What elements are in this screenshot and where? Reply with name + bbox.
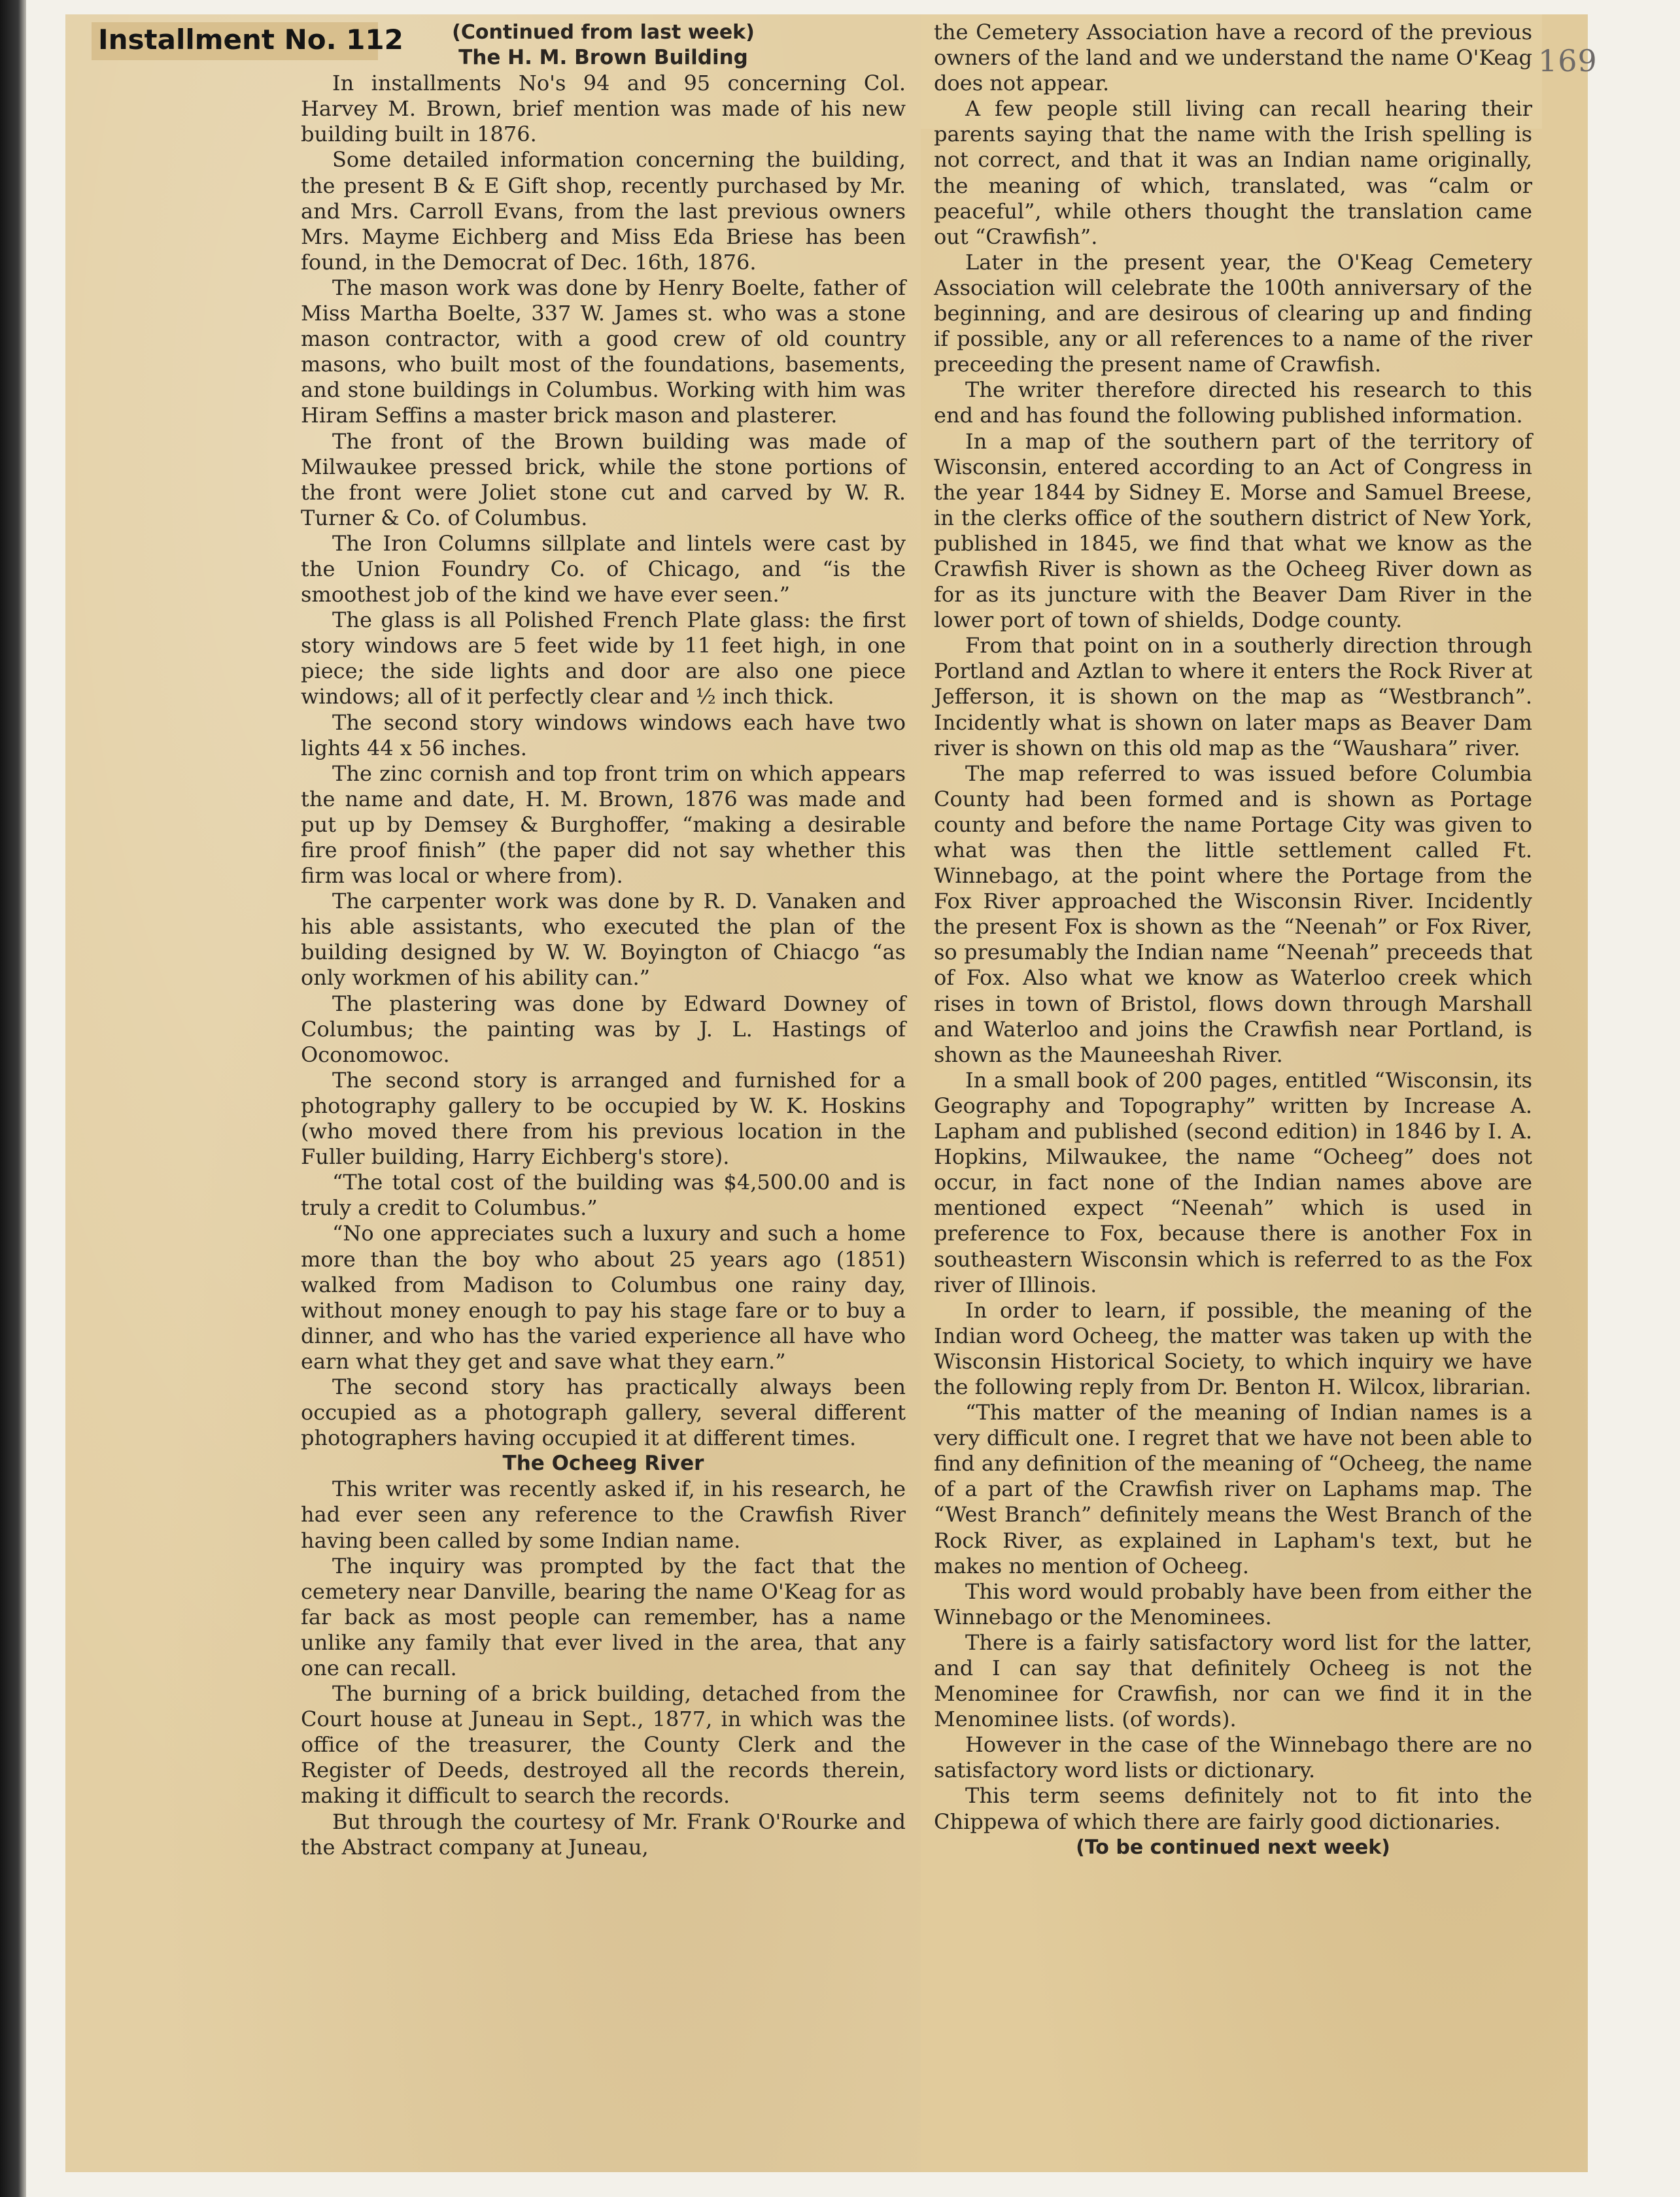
paragraph: This writer was recently asked if, in his research, he had ever seen any reference to the Crawfish River having been called by some Indian name. (301, 1476, 906, 1553)
paragraph: The front of the Brown building was made of Milwaukee pressed brick, while the stone portions of the front were Joliet stone cut and carved by W. R. Turner & Co. of Columbus. (301, 428, 906, 530)
paragraph: There is a fairly satisfactory word list for the latter, and I can say that definitely Ocheeg is not the Menominee for Crawfish, nor can we find it in the Menominee lists. (of words). (934, 1629, 1532, 1732)
paragraph: The map referred to was issued before Columbia County had been formed and is shown as Portage county and before the name Portage City was given to what was then the little settlement called Ft. Winnebago, at the point where the Portage from the Fox River approached the Wisconsin River. Incidently the present Fox is shown as the “Neenah” or Fox River, so presumably the Indian name “Neenah” preceeds that of Fox. Also what we know as Waterloo creek which rises in town of Bristol, flows down through Marshall and Waterloo and joins the Crawfish near Portland, is shown as the Mauneeshah River. (934, 760, 1532, 1067)
installment-label: Installment No. 112 (98, 24, 403, 56)
left-column (301, 20, 906, 1860)
continued-note: (Continued from last week) (452, 21, 755, 44)
paragraph: “No one appreciates such a luxury and such a home more than the boy who about 25 years ago (1851) walked from Madison to Columbus one rainy day, without money enough to pay his stage fare or to buy a dinner, and who has the varied experience all have who earn what they get and save what they earn.” (301, 1221, 906, 1374)
section-subheading: The Ocheeg River (502, 1452, 704, 1476)
paragraph: In a map of the southern part of the territory of Wisconsin, entered according to an Act of Congress in the year 1844 by Sidney E. Morse and Samuel Breese, in the clerks office of the southern district of New York, published in 1845, we find that what we know as the Crawfish River is shown as the Ocheeg River down as for as its juncture with the Beaver Dam River in the lower port of town of shields, Dodge county. (934, 428, 1532, 633)
paragraph: “The total cost of the building was $4,500.00 and is truly a credit to Columbus.” (301, 1170, 906, 1221)
paragraph: The plastering was done by Edward Downey of Columbus; the painting was by J. L. Hastings of Oconomowoc. (301, 991, 906, 1067)
paragraph: This term seems definitely not to fit into the Chippewa of which there are fairly good dictionaries. (934, 1783, 1532, 1834)
paragraph: In a small book of 200 pages, entitled “Wisconsin, its Geography and Topography” written by Increase A. Lapham and published (second edition) in 1846 by I. A. Hopkins, Milwaukee, the name “Ocheeg” does not occur, in fact none of the Indian names above are mentioned expect “Neenah” which is used in preference to Fox, because there is another Fox in southeastern Wisconsin which is referred to as the Fox river of Illinois. (934, 1067, 1532, 1297)
paragraph: The mason work was done by Henry Boelte, father of Miss Martha Boelte, 337 W. James st. who was a stone mason contractor, with a good crew of old country masons, who built most of the foundations, basements, and stone buildings in Columbus. Working with him was Hiram Seffins a master brick mason and plasterer. (301, 275, 906, 428)
paragraph: In installments No's 94 and 95 concerning Col. Harvey M. Brown, brief mention was made of his new building built in 1876. (301, 71, 906, 147)
paragraph: In order to learn, if possible, the meaning of the Indian word Ocheeg, the matter was taken up with the Wisconsin Historical Society, to which inquiry we have the following reply from Dr. Benton H. Wilcox, librarian. (934, 1297, 1532, 1399)
paragraph: The second story is arranged and furnished for a photography gallery to be occupied by W. K. Hoskins (who moved there from his previous location in the Fuller building, Harry Eichberg's store). (301, 1067, 906, 1170)
paragraph: A few people still living can recall hearing their parents saying that the name with the Irish spelling is not correct, and that it was an Indian name originally, the meaning of which, translated, was “calm or peaceful”, while others thought the translation came out “Crawfish”. (934, 96, 1532, 249)
right-column (934, 20, 1532, 1860)
paragraph: The burning of a brick building, detached from the Court house at Juneau in Sept., 1877, in which was the office of the treasurer, the County Clerk and the Register of Deeds, destroyed all the records therein, making it difficult to search the records. (301, 1681, 906, 1809)
paragraph: This word would probably have been from either the Winnebago or the Menominees. (934, 1578, 1532, 1629)
article-heading: The H. M. Brown Building (458, 46, 748, 70)
paragraph: The Iron Columns sillplate and lintels were cast by the Union Foundry Co. of Chicago, and “is the smoothest job of the kind we have ever seen.” (301, 530, 906, 607)
paragraph: The inquiry was prompted by the fact that the cemetery near Danville, bearing the name O'Keag for as far back as most people can remember, has a name unlike any family that ever lived in the area, that any one can recall. (301, 1553, 906, 1680)
paragraph: The second story windows windows each have two lights 44 x 56 inches. (301, 709, 906, 760)
end-note: (To be continued next week) (1076, 1835, 1390, 1859)
paragraph: Some detailed information concerning the building, the present B & E Gift shop, recently purchased by Mr. and Mrs. Carroll Evans, from the last previous owners Mrs. Mayme Eichberg and Miss Eda Briese has been found, in the Democrat of Dec. 16th, 1876. (301, 147, 906, 275)
binding-edge (0, 0, 26, 2197)
paragraph: Later in the present year, the O'Keag Cemetery Association will celebrate the 100th anniversary of the beginning, and are desirous of clearing up and finding if possible, any or all references to a name of the river preceeding the present name of Crawfish. (934, 249, 1532, 377)
paragraph: The writer therefore directed his research to this end and has found the following published information. (934, 377, 1532, 428)
paragraph: The second story has practically always been occupied as a photograph gallery, several different photographers having occupied it at different times. (301, 1374, 906, 1451)
paragraph: However in the case of the Winnebago there are no satisfactory word lists or dictionary. (934, 1732, 1532, 1783)
page-number: 169 (1538, 43, 1598, 78)
paragraph: The zinc cornish and top front trim on which appears the name and date, H. M. Brown, 1876 was made and put up by Demsey & Burghoffer, “making a desirable fire proof finish” (the paper did not say whether this firm was local or where from). (301, 760, 906, 889)
paragraph-continuation: the Cemetery Association have a record of the previous owners of the land and we understand the name O'Keag does not appear. (934, 20, 1532, 96)
paragraph: The glass is all Polished French Plate glass: the first story windows are 5 feet wide by 11 feet high, in one piece; the side lights and door are also one piece windows; all of it perfectly clear and ½ inch thick. (301, 607, 906, 709)
paragraph: From that point on in a southerly direction through Portland and Aztlan to where it enters the Rock River at Jefferson, it is shown on the map as “Westbranch”. Incidently what is shown on later maps as Beaver Dam river is shown on this old map as the “Waushara” river. (934, 633, 1532, 760)
paragraph: The carpenter work was done by R. D. Vanaken and his able assistants, who executed the plan of the building designed by W. W. Boyington of Chiacgo “as only workmen of his ability can.” (301, 889, 906, 991)
paragraph: But through the courtesy of Mr. Frank O'Rourke and the Abstract company at Juneau, (301, 1809, 906, 1860)
paragraph: “This matter of the meaning of Indian names is a very difficult one. I regret that we have not been able to find any definition of the meaning of “Ocheeg, the name of a part of the Crawfish river on Laphams map. The “West Branch” definitely means the West Branch of the Rock River, as explained in Lapham's text, but he makes no mention of Ocheeg. (934, 1400, 1532, 1578)
